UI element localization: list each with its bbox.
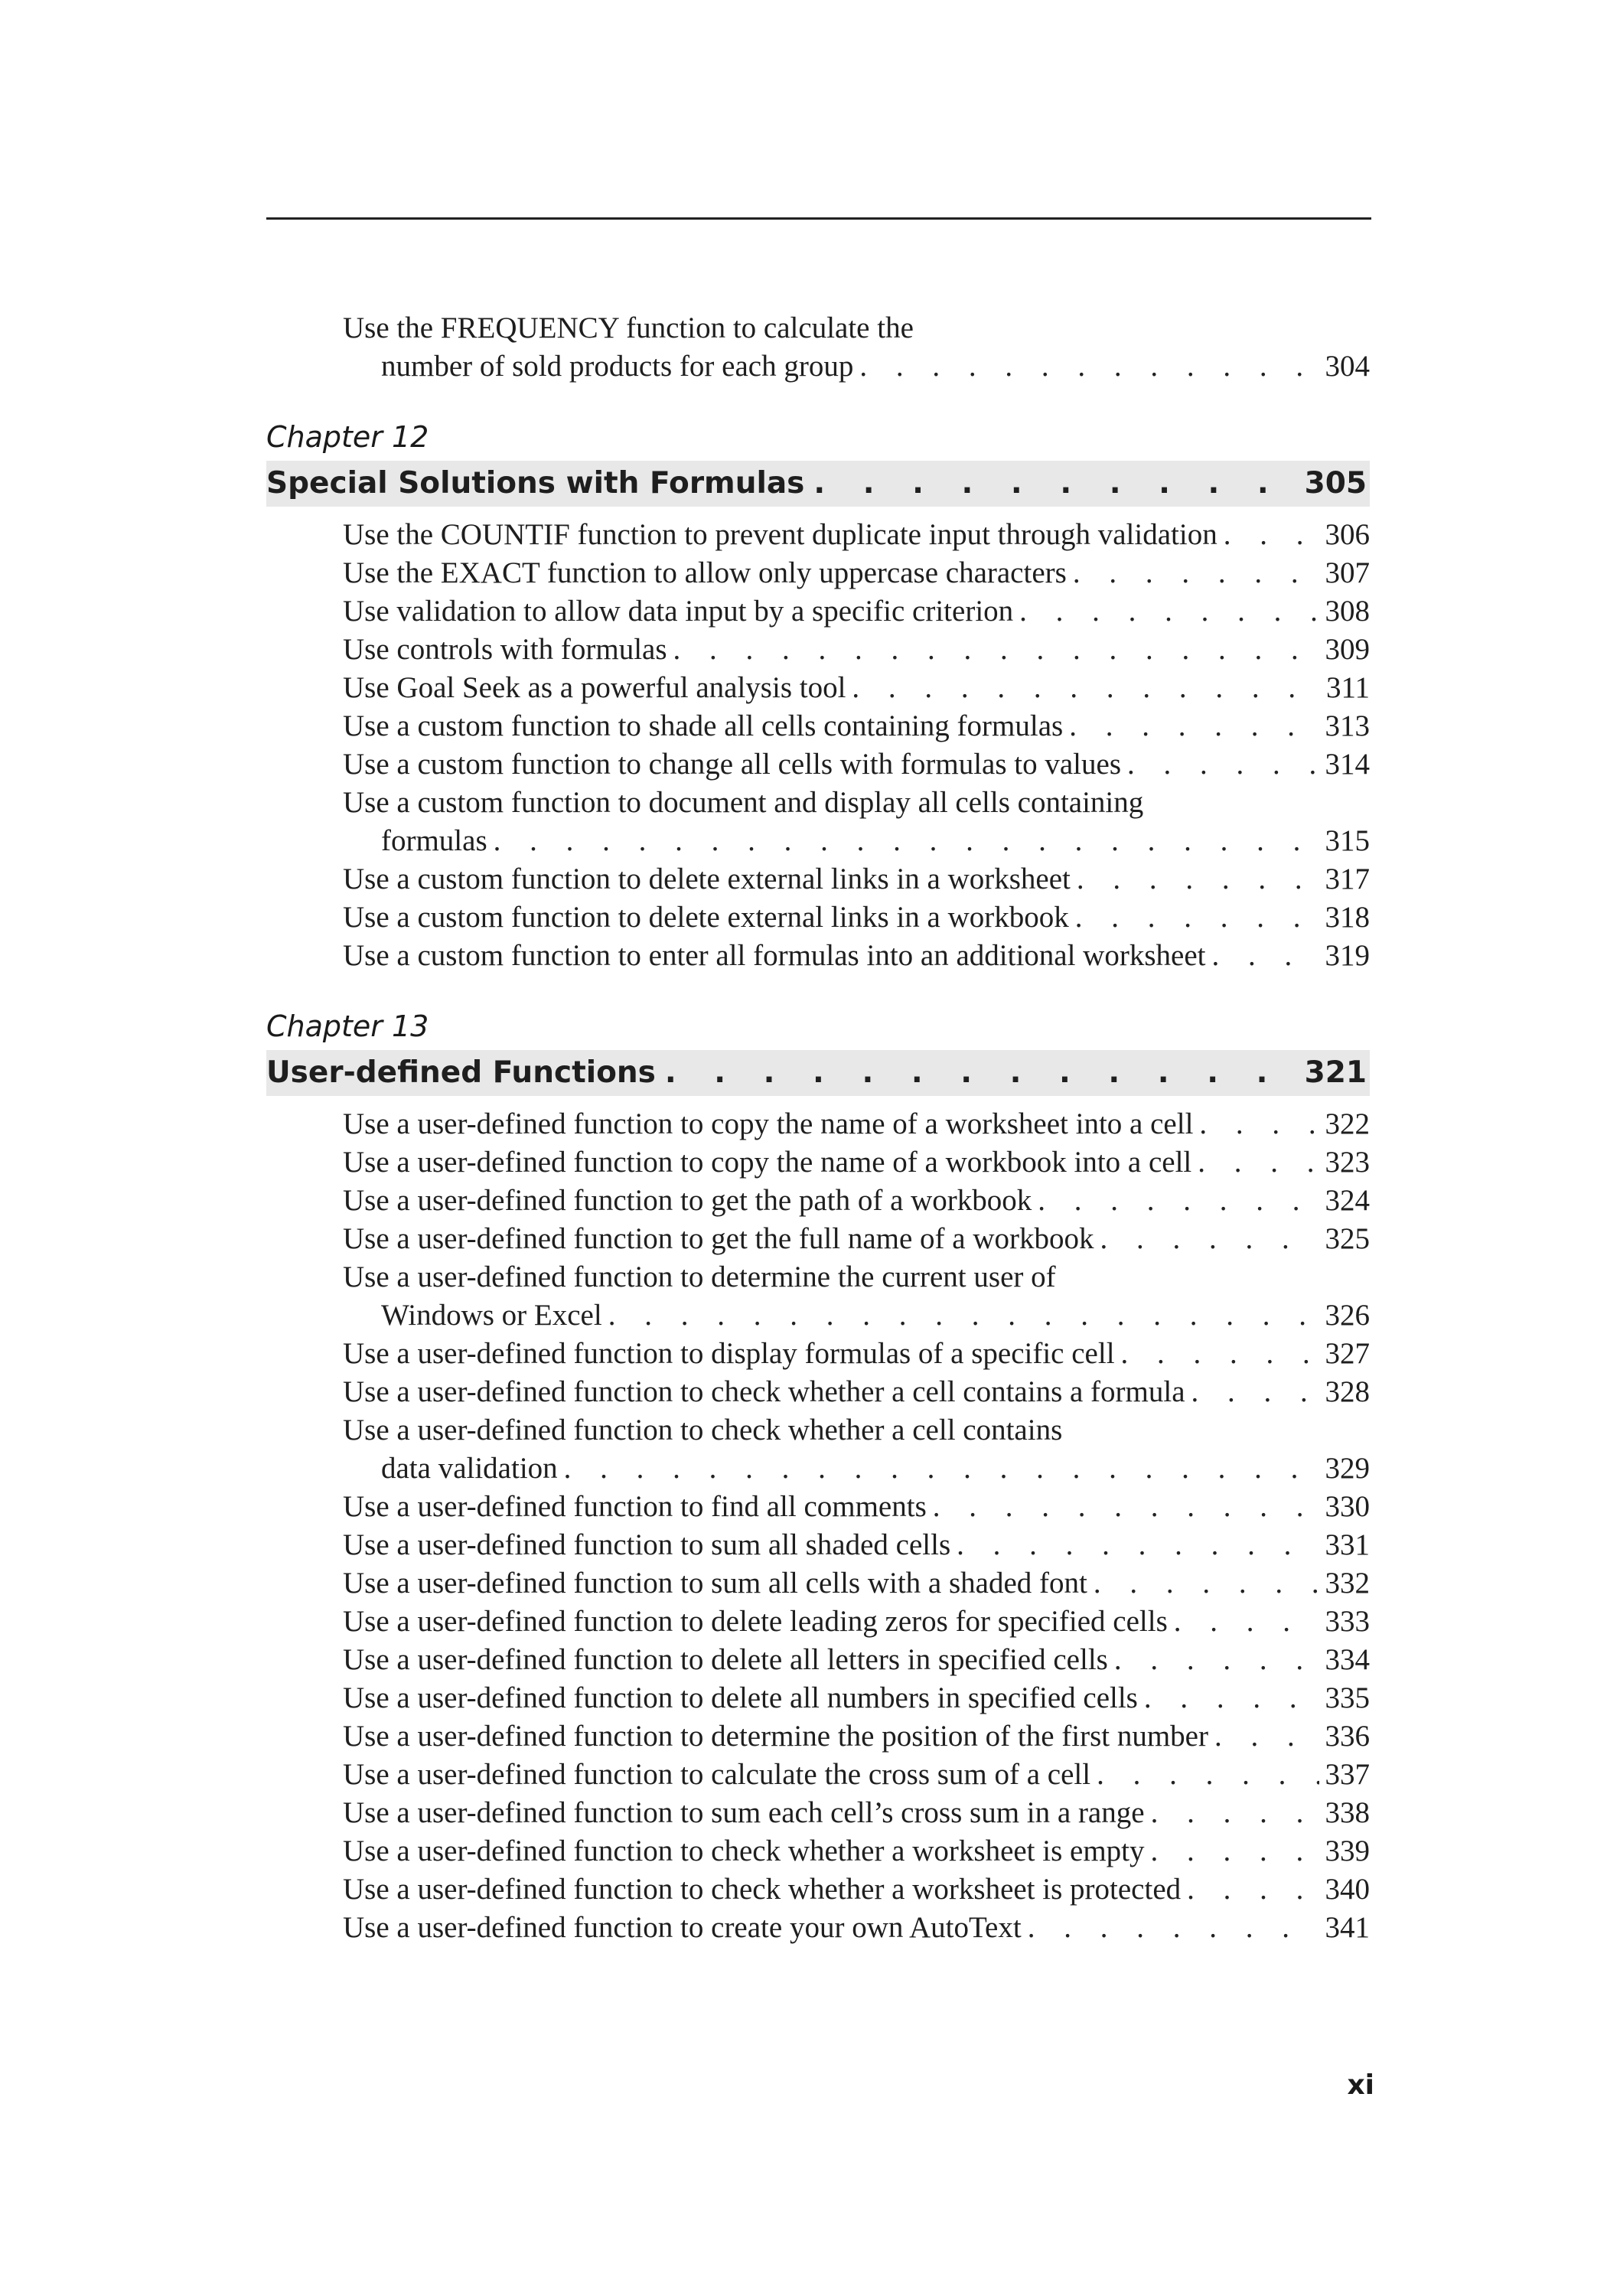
toc-entry[interactable] <box>343 1526 1370 1564</box>
entry-title-continued: number of sold products for each group <box>381 350 854 383</box>
dot-leader <box>950 1526 1319 1564</box>
toc-entry[interactable] <box>343 1105 1370 1143</box>
entry-title: Use a user-defined function to check whether a cell contains <box>343 1414 1063 1446</box>
entry-page-number: 337 <box>1325 1758 1370 1791</box>
entry-page-number: 317 <box>1325 863 1370 895</box>
entry-title: Use Goal Seek as a powerful analysis tool <box>343 671 846 704</box>
chapter-title[interactable] <box>266 1050 1370 1096</box>
dot-leader <box>1115 1335 1319 1373</box>
entry-page-number: 329 <box>1325 1452 1370 1485</box>
entry-page-number: 325 <box>1325 1222 1370 1255</box>
dot-leader <box>853 347 1319 386</box>
toc-entry[interactable] <box>343 1909 1370 1947</box>
entry-page-number: 326 <box>1325 1299 1370 1332</box>
dot-leader <box>1205 937 1319 975</box>
dot-leader <box>558 1450 1319 1488</box>
chapter-title-text: User-defined Functions <box>266 1055 656 1090</box>
entry-page-number: 304 <box>1325 350 1370 383</box>
dot-leader <box>1168 1603 1319 1641</box>
entry-page-number: 309 <box>1325 633 1370 666</box>
entry-title-continued: Windows or Excel <box>381 1299 602 1332</box>
entry-title: Use a user-defined function to check whether a cell contains a formula <box>343 1375 1185 1408</box>
dot-leader <box>1032 1182 1319 1220</box>
entry-page-number: 333 <box>1325 1605 1370 1638</box>
entry-title: Use a user-defined function to copy the name of a worksheet into a cell <box>343 1107 1194 1140</box>
dot-leader <box>1121 745 1319 784</box>
entry-title: Use a user-defined function to delete all letters in specified cells <box>343 1643 1108 1676</box>
entry-title: Use a user-defined function to sum all shaded cells <box>343 1528 951 1561</box>
toc-entry[interactable] <box>343 1870 1370 1909</box>
entry-title: Use validation to allow data input by a specific criterion <box>343 595 1014 628</box>
dot-leader <box>1208 1717 1319 1756</box>
entry-title: Use a user-defined function to delete all numbers in specified cells <box>343 1681 1138 1714</box>
page-number: xi <box>1347 2069 1374 2101</box>
toc-entry[interactable] <box>343 1258 1370 1335</box>
entry-page-number: 339 <box>1325 1835 1370 1867</box>
chapter-page-number: 305 <box>1304 466 1367 501</box>
entry-page-number: 334 <box>1325 1643 1370 1676</box>
chapter-label: Chapter 12 <box>266 420 429 454</box>
entry-page-number: 338 <box>1325 1796 1370 1829</box>
dot-leader <box>1191 1143 1319 1182</box>
chapter-section <box>266 400 1370 975</box>
dot-leader <box>1138 1679 1319 1717</box>
entry-page-number: 332 <box>1325 1567 1370 1600</box>
toc-entry[interactable] <box>343 707 1370 745</box>
toc-entry[interactable] <box>343 1794 1370 1832</box>
entry-title: Use a user-defined function to sum each cell’s cross sum in a range <box>343 1796 1145 1829</box>
dot-leader <box>667 631 1319 669</box>
toc-entry[interactable] <box>343 745 1370 784</box>
toc-entry[interactable] <box>343 1564 1370 1603</box>
header-rule <box>266 217 1371 220</box>
entry-title: Use a user-defined function to sum all cells with a shaded font <box>343 1567 1087 1600</box>
entry-page-number: 335 <box>1325 1681 1370 1714</box>
toc-entry[interactable] <box>343 1832 1370 1870</box>
entry-title: Use a user-defined function to display formulas of a specific cell <box>343 1337 1115 1370</box>
entry-title: Use a user-defined function to determine the position of the first number <box>343 1720 1208 1753</box>
chapters <box>266 400 1370 1947</box>
entry-page-number: 340 <box>1325 1873 1370 1906</box>
entry-page-number: 330 <box>1325 1490 1370 1523</box>
chapter-title-text: Special Solutions with Formulas <box>266 466 805 501</box>
entry-title: Use a custom function to delete external links in a worksheet <box>343 863 1071 895</box>
entry-title: Use a user-defined function to create your own AutoText <box>343 1911 1022 1944</box>
dot-leader <box>1108 1641 1319 1679</box>
entry-page-number: 307 <box>1325 556 1370 589</box>
entry-title: Use a custom function to document and display all cells containing <box>343 786 1144 819</box>
entry-title: Use a custom function to delete external links in a workbook <box>343 901 1069 934</box>
toc-entry[interactable] <box>343 899 1370 937</box>
dot-leader <box>1063 707 1319 745</box>
dot-leader <box>1193 1105 1319 1143</box>
entry-page-number: 318 <box>1325 901 1370 934</box>
toc-entry[interactable] <box>343 1717 1370 1756</box>
toc-entry[interactable] <box>343 669 1370 707</box>
toc-entry[interactable] <box>343 1335 1370 1373</box>
entry-title: Use a user-defined function to find all comments <box>343 1490 927 1523</box>
entry-page-number: 306 <box>1325 518 1370 551</box>
toc-entry[interactable] <box>343 631 1370 669</box>
lead-entries <box>266 309 1370 386</box>
entry-page-number: 327 <box>1325 1337 1370 1370</box>
entry-page-number: 315 <box>1325 824 1370 857</box>
table-of-contents <box>266 309 1370 1947</box>
entry-title-continued: data validation <box>381 1452 558 1485</box>
toc-entry[interactable] <box>343 592 1370 631</box>
entry-page-number: 328 <box>1325 1375 1370 1408</box>
toc-entry[interactable] <box>343 1182 1370 1220</box>
chapter-page-number: 321 <box>1304 1055 1367 1090</box>
chapter-title[interactable] <box>266 461 1370 507</box>
dot-leader <box>1022 1909 1319 1947</box>
entry-title: Use a custom function to enter all formulas into an additional worksheet <box>343 939 1206 972</box>
chapter-section <box>266 989 1370 1947</box>
toc-entry[interactable] <box>343 554 1370 592</box>
toc-entry[interactable] <box>343 1641 1370 1679</box>
entry-page-number: 331 <box>1325 1528 1370 1561</box>
entry-page-number: 322 <box>1325 1107 1370 1140</box>
toc-entry[interactable] <box>343 1220 1370 1258</box>
toc-entry[interactable] <box>343 1411 1370 1488</box>
dot-leader <box>1087 1564 1319 1603</box>
dot-leader <box>1013 592 1319 631</box>
toc-entry[interactable] <box>343 516 1370 554</box>
dot-leader <box>487 822 1319 860</box>
dot-leader <box>1145 1832 1319 1870</box>
entry-title: Use a user-defined function to delete leading zeros for specified cells <box>343 1605 1168 1638</box>
toc-entry[interactable] <box>343 1603 1370 1641</box>
entry-title: Use a user-defined function to copy the name of a workbook into a cell <box>343 1146 1192 1179</box>
dot-leader <box>1217 516 1319 554</box>
toc-entry[interactable] <box>343 860 1370 899</box>
entry-title: Use a user-defined function to get the full name of a workbook <box>343 1222 1094 1255</box>
entry-title: Use a custom function to change all cells with formulas to values <box>343 748 1121 781</box>
entry-title: Use a user-defined function to determine the current user of <box>343 1261 1056 1293</box>
dot-leader <box>602 1296 1319 1335</box>
toc-entry[interactable] <box>343 309 1370 386</box>
entry-title-continued: formulas <box>381 824 487 857</box>
entry-page-number: 341 <box>1325 1911 1370 1944</box>
entry-title: Use controls with formulas <box>343 633 667 666</box>
toc-entry[interactable] <box>343 1756 1370 1794</box>
dot-leader <box>1181 1870 1319 1909</box>
dot-leader <box>1067 554 1319 592</box>
toc-entry[interactable] <box>343 1143 1370 1182</box>
dot-leader <box>927 1488 1319 1526</box>
entry-title: Use a user-defined function to check whether a worksheet is protected <box>343 1873 1182 1906</box>
entry-title: Use the FREQUENCY function to calculate the <box>343 311 914 344</box>
entry-title: Use the COUNTIF function to prevent duplicate input through validation <box>343 518 1217 551</box>
entry-title: Use a custom function to shade all cells containing formulas <box>343 709 1064 742</box>
entry-page-number: 314 <box>1325 748 1370 781</box>
dot-leader <box>846 669 1320 707</box>
entry-title: Use a user-defined function to calculate the cross sum of a cell <box>343 1758 1091 1791</box>
entry-title: Use a user-defined function to check whether a worksheet is empty <box>343 1835 1145 1867</box>
dot-leader <box>804 461 1296 507</box>
dot-leader <box>1145 1794 1319 1832</box>
toc-entry[interactable] <box>343 1373 1370 1411</box>
entry-page-number: 308 <box>1325 595 1370 628</box>
entry-page-number: 319 <box>1325 939 1370 972</box>
entry-page-number: 323 <box>1325 1146 1370 1179</box>
chapter-label: Chapter 13 <box>266 1009 429 1043</box>
toc-entry[interactable] <box>343 1679 1370 1717</box>
entry-page-number: 311 <box>1325 671 1370 704</box>
dot-leader <box>1071 860 1319 899</box>
dot-leader <box>1094 1220 1319 1258</box>
dot-leader <box>1185 1373 1319 1411</box>
toc-entry[interactable] <box>343 937 1370 975</box>
entry-page-number: 324 <box>1325 1184 1370 1217</box>
dot-leader <box>1069 899 1319 937</box>
toc-entry[interactable] <box>343 784 1370 860</box>
entry-page-number: 313 <box>1325 709 1370 742</box>
dot-leader <box>656 1050 1297 1096</box>
toc-entry[interactable] <box>343 1488 1370 1526</box>
entry-page-number: 336 <box>1325 1720 1370 1753</box>
dot-leader <box>1090 1756 1319 1794</box>
entry-title: Use a user-defined function to get the path of a workbook <box>343 1184 1032 1217</box>
entry-title: Use the EXACT function to allow only uppercase characters <box>343 556 1067 589</box>
